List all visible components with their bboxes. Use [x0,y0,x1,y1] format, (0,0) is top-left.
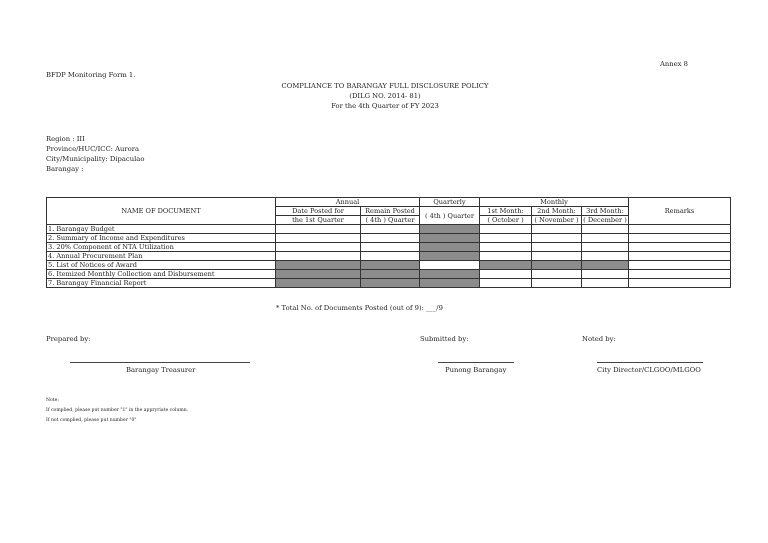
cell[interactable] [582,279,629,288]
cell[interactable] [480,252,532,261]
submitted-by-label: Submitted by: [420,335,469,343]
cell[interactable] [532,243,582,252]
table-row [47,261,731,270]
cell[interactable] [629,261,731,270]
document-name: 2. Summary of Income and Expenditures [47,234,276,243]
cell[interactable] [582,243,629,252]
province-field: Province/HUC/ICC: Aurora [46,145,140,153]
monthly-header: Monthly [480,198,629,207]
cell[interactable] [480,225,532,234]
cell[interactable] [276,234,361,243]
note-label: Note: [46,398,59,403]
cell[interactable] [629,279,731,288]
cell[interactable] [582,234,629,243]
table-row [47,279,731,288]
barangay-field: Barangay : [46,165,84,173]
cell[interactable] [276,252,361,261]
shaded-cell [532,261,582,270]
table-row [47,225,731,234]
cell[interactable] [361,234,420,243]
cell[interactable] [629,234,731,243]
annual-remain-posted-header: Remain Posted [361,207,420,216]
quarterly-col-header: ( 4th ) Quarter [420,207,480,225]
cell[interactable] [480,243,532,252]
report-period: For the 4th Quarter of FY 2023 [331,102,439,110]
cell[interactable] [582,225,629,234]
document-name: 7. Barangay Financial Report [47,279,276,288]
month2-header: 2nd Month: [532,207,582,216]
cell[interactable] [629,243,731,252]
shaded-cell [420,225,480,234]
cell[interactable] [480,270,532,279]
cell[interactable] [532,225,582,234]
annual-remain-posted-sub: ( 4th ) Quarter [361,216,420,225]
note-not-complied: If not complied, please put number "0" [46,418,137,423]
cell[interactable] [480,234,532,243]
document-name: 4. Annual Procurement Plan [47,252,276,261]
compliance-table [46,197,731,288]
note-complied: If complied, please put number "1" in the appryriate column. [46,408,189,413]
remarks-header: Remarks [629,198,731,225]
cell[interactable] [532,252,582,261]
cell[interactable] [420,261,480,270]
noted-by-label: Noted by: [582,335,616,343]
cell[interactable] [532,279,582,288]
prepared-by-label: Prepared by: [46,335,91,343]
table-row [47,243,731,252]
table-row [47,252,731,261]
shaded-cell [361,279,420,288]
document-name: 3. 20% Component of NTA Utilization [47,243,276,252]
month2-sub: ( November ) [532,216,582,225]
month3-header: 3rd Month: [582,207,629,216]
cell[interactable] [361,225,420,234]
shaded-cell [420,270,480,279]
document-name: 1. Barangay Budget [47,225,276,234]
treasurer-signature-line [70,362,250,363]
cell[interactable] [532,270,582,279]
shaded-cell [276,270,361,279]
month1-sub: ( October ) [480,216,532,225]
director-role: City Director/CLGOO/MLGOO [597,366,701,374]
table-row [47,234,731,243]
document-name: 6. Itemized Monthly Collection and Disbursement [47,270,276,279]
annual-date-posted-sub: the 1st Quarter [276,216,361,225]
region-field: Region : III [46,135,85,143]
total-documents-posted: * Total No. of Documents Posted (out of 9): ___/9 [276,304,443,312]
cell[interactable] [480,279,532,288]
cell[interactable] [276,243,361,252]
annex-label: Annex 8 [660,60,689,68]
document-name: 5. List of Notices of Award [47,261,276,270]
cell[interactable] [629,252,731,261]
annual-header: Annual [276,198,420,207]
shaded-cell [420,279,480,288]
shaded-cell [480,261,532,270]
form-label: BFDP Monitoring Form 1. [46,71,136,79]
shaded-cell [582,261,629,270]
cell[interactable] [582,252,629,261]
cell[interactable] [629,225,731,234]
quarterly-header: Quarterly [420,198,480,207]
month3-sub: ( December ) [583,216,627,224]
month1-header: 1st Month: [480,207,532,216]
cell[interactable] [361,243,420,252]
annual-date-posted-header: Date Posted for [276,207,361,216]
shaded-cell [361,261,420,270]
shaded-cell [276,279,361,288]
cell[interactable] [582,270,629,279]
shaded-cell [420,243,480,252]
shaded-cell [420,252,480,261]
punong-barangay-signature-line [438,362,514,363]
page-subtitle: (DILG NO. 2014- 81) [349,92,421,100]
director-signature-line [597,362,703,363]
name-of-document-header: NAME OF DOCUMENT [47,198,276,225]
shaded-cell [276,261,361,270]
cell[interactable] [629,270,731,279]
treasurer-role: Barangay Treasurer [126,366,196,374]
table-row [47,270,731,279]
cell[interactable] [276,225,361,234]
cell[interactable] [532,234,582,243]
cell[interactable] [361,252,420,261]
shaded-cell [361,270,420,279]
shaded-cell [420,234,480,243]
city-field: City/Municipality: Dipaculao [46,155,145,163]
page-title: COMPLIANCE TO BARANGAY FULL DISCLOSURE POLICY [281,82,489,90]
punong-barangay-role: Punong Barangay [445,366,507,374]
